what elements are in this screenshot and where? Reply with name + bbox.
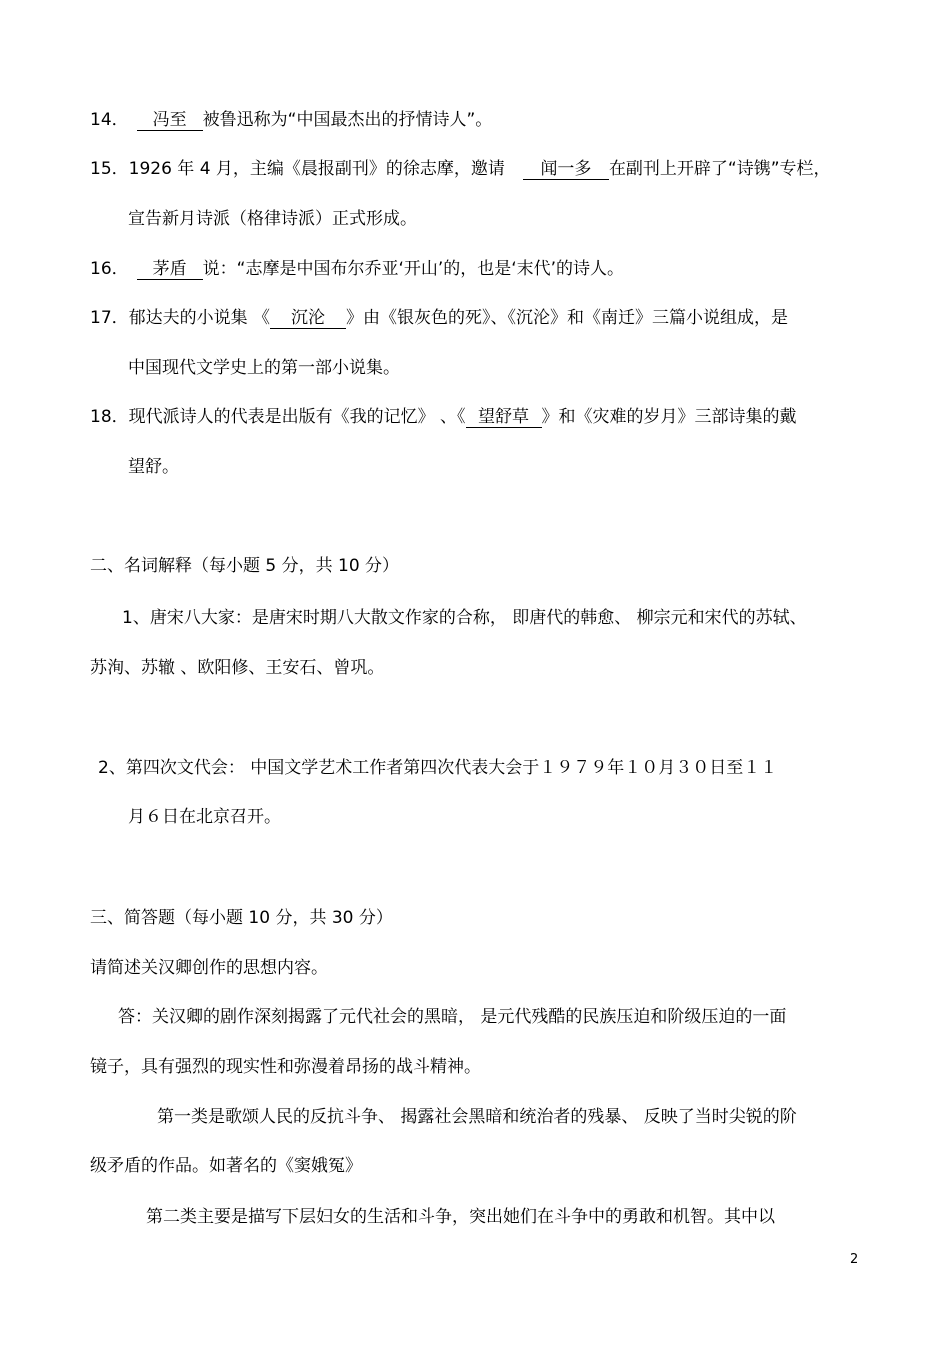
question-text: 现代派诗人的代表是出版有《我的记忆》 、《 <box>128 407 466 427</box>
term-1-definition: 1、唐宋八大家：是唐宋时期八大散文作家的合称， 即唐代的韩愈、 柳宗元和宋代的苏轼、 <box>122 608 807 628</box>
short-answer-question: 请简述关汉卿创作的思想内容。 <box>90 958 328 978</box>
answer-blank: 闻一多 <box>523 159 609 180</box>
question-number: 14． <box>90 110 129 130</box>
question-15-continued: 宣告新月诗派（格律诗派）正式形成。 <box>128 209 417 229</box>
question-15 <box>90 158 831 180</box>
question-text: 郁达夫的小说集 《 <box>128 308 271 328</box>
answer-blank: 沉沦 <box>270 308 346 329</box>
section-2-heading: 二、名词解释（每小题 5 分，共 10 分） <box>90 556 400 576</box>
question-14 <box>90 109 492 131</box>
answer-category-1-continued: 级矛盾的作品。如著名的《窦娥冤》 <box>90 1156 362 1176</box>
question-17-continued: 中国现代文学史上的第一部小说集。 <box>128 358 400 378</box>
question-number: 17． <box>90 308 129 328</box>
question-text: 被鲁迅称为“中国最杰出的抒情诗人”。 <box>202 110 493 130</box>
question-text: 》和《灾难的岁月》三部诗集的戴 <box>541 407 797 427</box>
answer-category-2: 第二类主要是描写下层妇女的生活和斗争，突出她们在斗争中的勇敢和机智。其中以 <box>146 1207 775 1227</box>
answer-paragraph: 答：关汉卿的剧作深刻揭露了元代社会的黑暗， 是元代残酷的民族压迫和阶级压迫的一面 <box>118 1007 787 1027</box>
term-1-definition-continued: 苏洵、苏辙 、欧阳修、王安石、曾巩。 <box>90 658 385 678</box>
question-number: 18． <box>90 407 129 427</box>
section-3-heading: 三、简答题（每小题 10 分，共 30 分） <box>90 908 393 928</box>
question-number: 15． <box>90 159 129 179</box>
page-number: 2 <box>850 1252 859 1267</box>
answer-category-1: 第一类是歌颂人民的反抗斗争、 揭露社会黑暗和统治者的残暴、 反映了当时尖锐的阶 <box>157 1107 797 1127</box>
question-text: 1926 年 4 月，主编《晨报副刊》的徐志摩，邀请 <box>128 159 505 179</box>
question-number: 16． <box>90 259 129 279</box>
question-16 <box>90 258 624 280</box>
question-text: 》由《银灰色的死》、《沉沦》和《南迁》三篇小说组成，是 <box>346 308 789 328</box>
term-2-definition: 2、第四次文代会： 中国文学艺术工作者第四次代表大会于１９７９年１０月３０日至１１ <box>98 758 778 778</box>
question-18-continued: 望舒。 <box>128 457 179 477</box>
answer-blank: 茅盾 <box>137 259 203 280</box>
question-17 <box>90 307 788 329</box>
question-text: 说：“志摩是中国布尔乔亚‘开山’的，也是‘末代’的诗人。 <box>202 259 625 279</box>
answer-paragraph-continued: 镜子，具有强烈的现实性和弥漫着昂扬的战斗精神。 <box>90 1057 481 1077</box>
answer-blank: 冯至 <box>137 110 203 131</box>
answer-blank: 望舒草 <box>466 407 542 428</box>
question-18 <box>90 406 797 428</box>
term-2-definition-continued: 月６日在北京召开。 <box>128 807 281 827</box>
question-text: 在副刊上开辟了“诗镌”专栏， <box>608 159 831 179</box>
